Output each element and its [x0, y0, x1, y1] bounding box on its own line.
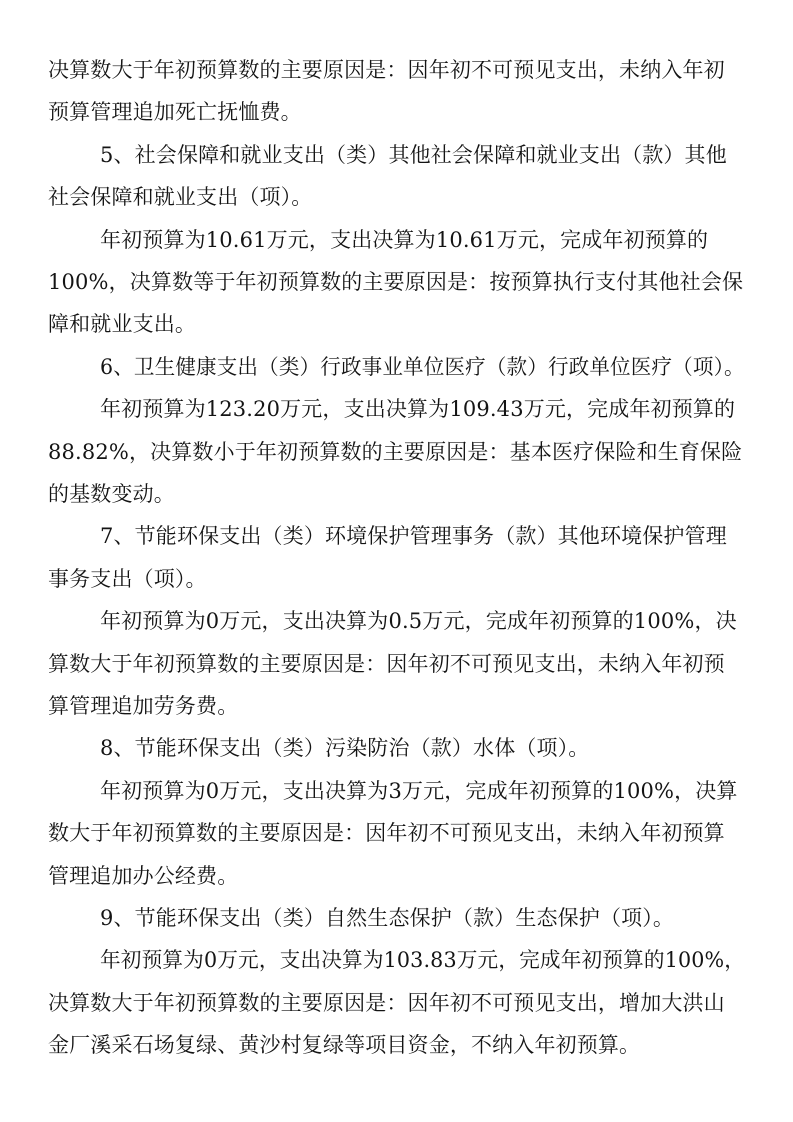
section-6-heading: 6、卫生健康支出（类）行政事业单位医疗（款）行政单位医疗（项）。 — [100, 355, 745, 379]
text-line: 100%，决算数等于年初预算数的主要原因是：按预算执行支付其他社会保 — [48, 270, 744, 294]
text-line: 的基数变动。 — [48, 482, 175, 506]
text-line: 算管理追加劳务费。 — [48, 694, 239, 718]
text-line: 年初预算为0万元，支出决算为103.83万元，完成年初预算的100%， — [100, 948, 746, 972]
text-line: 预算管理追加死亡抚恤费。 — [48, 100, 302, 124]
text-line: 年初预算为10.61万元，支出决算为10.61万元，完成年初预算的 — [100, 228, 709, 252]
text-line: 88.82%，决算数小于年初预算数的主要原因是：基本医疗保险和生育保险 — [48, 440, 743, 464]
text-line: 数大于年初预算数的主要原因是：因年初不可预见支出，未纳入年初预算 — [48, 821, 725, 845]
text-line: 金厂溪采石场复绿、黄沙村复绿等项目资金，不纳入年初预算。 — [48, 1033, 641, 1057]
section-5-heading: 5、社会保障和就业支出（类）其他社会保障和就业支出（款）其他 — [100, 143, 727, 167]
text-line: 管理追加办公经费。 — [48, 864, 239, 888]
text-line: 年初预算为0万元，支出决算为0.5万元，完成年初预算的100%，决 — [100, 609, 737, 633]
text-line: 社会保障和就业支出（项）。 — [48, 185, 313, 209]
text-line: 年初预算为0万元，支出决算为3万元，完成年初预算的100%，决算 — [100, 779, 738, 803]
section-9-heading: 9、节能环保支出（类）自然生态保护（款）生态保护（项）。 — [100, 906, 675, 930]
section-7-heading: 7、节能环保支出（类）环境保护管理事务（款）其他环境保护管理 — [100, 524, 727, 548]
text-line: 障和就业支出。 — [48, 312, 197, 336]
text-line: 年初预算为123.20万元，支出决算为109.43万元，完成年初预算的 — [100, 397, 736, 421]
text-line: 算数大于年初预算数的主要原因是：因年初不可预见支出，未纳入年初预 — [48, 652, 725, 676]
text-line: 事务支出（项）。 — [48, 567, 207, 591]
text-line: 决算数大于年初预算数的主要原因是：因年初不可预见支出，未纳入年初 — [48, 58, 725, 82]
section-8-heading: 8、节能环保支出（类）污染防治（款）水体（项）。 — [100, 736, 590, 760]
text-line: 决算数大于年初预算数的主要原因是：因年初不可预见支出，增加大洪山 — [48, 991, 725, 1015]
